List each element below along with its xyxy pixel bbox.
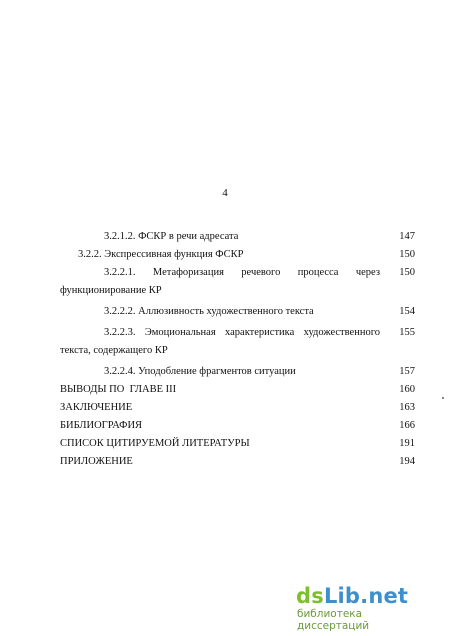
toc-entry: [60, 435, 415, 453]
toc-entry: [60, 453, 415, 471]
toc-entry-page: 160: [399, 384, 415, 395]
scan-speck: [442, 397, 444, 399]
page-number: 4: [222, 187, 228, 199]
toc-entry-page: 191: [399, 438, 415, 449]
toc-entry-continuation: текста, содержащего КР: [60, 345, 168, 356]
toc-entry-page: 154: [399, 306, 415, 317]
toc-entry-title: БИБЛИОГРАФИЯ: [60, 420, 143, 431]
dslib-watermark: [296, 584, 436, 632]
watermark-subtitle: библиотека диссертаций: [297, 608, 370, 632]
toc-entry-title: 3.2.2.2. Аллюзивность художественного текста: [104, 306, 314, 317]
toc-entry: [60, 381, 415, 399]
toc-entry-title: 3.2.1.2. ФСКР в речи адресата: [104, 231, 239, 242]
toc-entry: [60, 363, 415, 381]
toc-entry-title: ВЫВОДЫ ПО ГЛАВЕ III: [60, 384, 177, 395]
toc-entry-page: 163: [399, 402, 415, 413]
toc-entry-page: 157: [399, 366, 415, 377]
toc-entry-page: 150: [399, 267, 415, 278]
toc-entry: [60, 264, 415, 300]
toc-entry-title: 3.2.2. Экспрессивная функция ФСКР: [78, 249, 244, 260]
watermark-logo: dsLib.net: [296, 584, 409, 608]
toc-entry-title: 3.2.2.4. Уподобление фрагментов ситуации: [104, 366, 296, 377]
toc-entry: [60, 417, 415, 435]
toc-entry-first-line: 3.2.2.3. Эмоциональная характеристика художественного: [104, 327, 380, 338]
toc-entry-page: 150: [399, 249, 415, 260]
toc-entry-title: ПРИЛОЖЕНИЕ: [60, 456, 133, 467]
toc-entry-title: ЗАКЛЮЧЕНИЕ: [60, 402, 133, 413]
toc-entry: [60, 228, 415, 246]
table-of-contents: [60, 228, 415, 471]
toc-entry-continuation: функционирование КР: [60, 285, 162, 296]
toc-entry-page: 147: [399, 231, 415, 242]
toc-entry: [60, 246, 415, 264]
toc-entry-page: 194: [399, 456, 415, 467]
toc-entry: [60, 324, 415, 360]
toc-entry: [60, 399, 415, 417]
toc-entry-first-line: 3.2.2.1. Метафоризация речевого процесса через: [104, 267, 380, 278]
toc-entry-page: 166: [399, 420, 415, 431]
toc-entry-title: СПИСОК ЦИТИРУЕМОЙ ЛИТЕРАТУРЫ: [60, 438, 250, 449]
toc-entry-page: 155: [399, 327, 415, 338]
toc-entry: [60, 303, 415, 321]
